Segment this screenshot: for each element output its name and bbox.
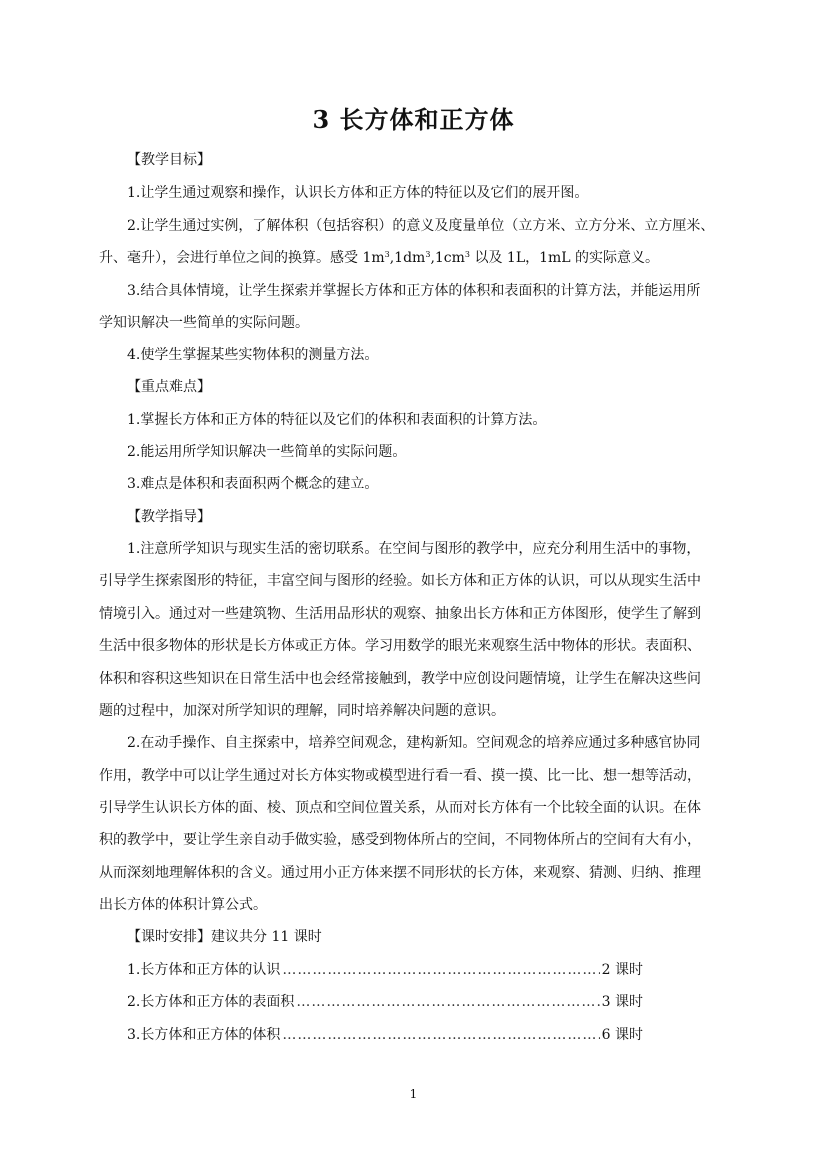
page-number: 1 <box>409 1087 418 1101</box>
goal-2-text-c: ,1cm <box>430 250 465 266</box>
guide-2-line: 出长方体的体积计算公式。 <box>99 897 267 913</box>
goal-2-text-a: 升、毫升），会进行单位之间的换算。感受 1m <box>99 250 385 266</box>
goal-2-text-b: ,1dm <box>389 250 426 266</box>
schedule-heading: 【课时安排】建议共分 11 课时 <box>127 929 322 945</box>
schedule-item <box>127 960 643 980</box>
schedule-item <box>127 992 643 1012</box>
schedule-item <box>127 1025 643 1045</box>
schedule-item-hours: 3 课时 <box>601 994 643 1010</box>
leader-dots <box>282 1025 599 1045</box>
schedule-item-hours: 6 课时 <box>601 1027 643 1043</box>
guide-1-line: 1.注意所学知识与现实生活的密切联系。在空间与图形的教学中，应充分利用生活中的事物， <box>127 541 701 557</box>
goals-heading: 【教学目标】 <box>127 152 211 168</box>
goal-2-line-1: 2.让学生通过实例，了解体积（包括容积）的意义及度量单位（立方米、立方分米、立方厘米、 <box>127 218 715 234</box>
key-heading: 【重点难点】 <box>127 379 211 395</box>
guide-heading: 【教学指导】 <box>127 509 211 525</box>
guide-2-line: 从而深刻地理解体积的含义。通过用小正方体来摆不同形状的长方体，来观察、猜测、归纳、推理 <box>99 865 701 881</box>
leader-dots <box>282 960 599 980</box>
goal-3-line-2: 学知识解决一些简单的实际问题。 <box>99 315 309 331</box>
goal-4: 4.使学生掌握某些实物体积的测量方法。 <box>127 347 379 363</box>
guide-2-line: 积的教学中，要让学生亲自动手做实验，感受到物体所占的空间，不同物体所占的空间有大有小， <box>99 832 701 848</box>
schedule-item-label: 1.长方体和正方体的认识 <box>127 962 281 978</box>
goal-2-line-2 <box>99 248 744 268</box>
guide-2-line: 作用，教学中可以让学生通过对长方体实物或模型进行看一看、摸一摸、比一比、想一想等活动， <box>99 768 701 784</box>
key-2: 2.能运用所学知识解决一些简单的实际问题。 <box>127 444 407 460</box>
guide-1-line: 生活中很多物体的形状是长方体或正方体。学习用数学的眼光来观察生活中物体的形状。表面积、 <box>99 638 701 654</box>
schedule-item-label: 2.长方体和正方体的表面积 <box>127 994 295 1010</box>
key-1: 1.掌握长方体和正方体的特征以及它们的体积和表面积的计算方法。 <box>127 412 547 428</box>
guide-1-line: 引导学生探索图形的特征，丰富空间与图形的经验。如长方体和正方体的认识，可以从现实生活中 <box>99 573 701 589</box>
schedule-item-label: 3.长方体和正方体的体积 <box>127 1027 281 1043</box>
guide-2-line: 2.在动手操作、自主探索中，培养空间观念，建构新知。空间观念的培养应通过多种感官协同 <box>127 735 701 751</box>
superscript: 3 <box>384 250 390 259</box>
page-title: 3 长方体和正方体 <box>312 105 515 134</box>
goal-3-line-1: 3.结合具体情境，让学生探索并掌握长方体和正方体的体积和表面积的计算方法，并能运用所 <box>127 283 701 299</box>
leader-dots <box>296 992 599 1012</box>
guide-1-line: 情境引入。通过对一些建筑物、生活用品形状的观察、抽象出长方体和正方体图形，使学生了解到 <box>99 606 701 622</box>
superscript: 3 <box>425 250 431 259</box>
schedule-item-hours: 2 课时 <box>601 962 643 978</box>
goal-2-text-d: 以及 1L，1mL 的实际意义。 <box>470 250 660 266</box>
guide-1-line: 体积和容积这些知识在日常生活中也会经常接触到，教学中应创设问题情境，让学生在解决这些问 <box>99 671 701 687</box>
guide-1-line: 题的过程中，加深对所学知识的理解，同时培养解决问题的意识。 <box>99 703 505 719</box>
guide-2-line: 引导学生认识长方体的面、棱、顶点和空间位置关系，从而对长方体有一个比较全面的认识。在体 <box>99 800 701 816</box>
superscript: 3 <box>464 250 471 259</box>
goal-1: 1.让学生通过观察和操作，认识长方体和正方体的特征以及它们的展开图。 <box>127 185 589 201</box>
key-3: 3.难点是体积和表面积两个概念的建立。 <box>127 476 379 492</box>
